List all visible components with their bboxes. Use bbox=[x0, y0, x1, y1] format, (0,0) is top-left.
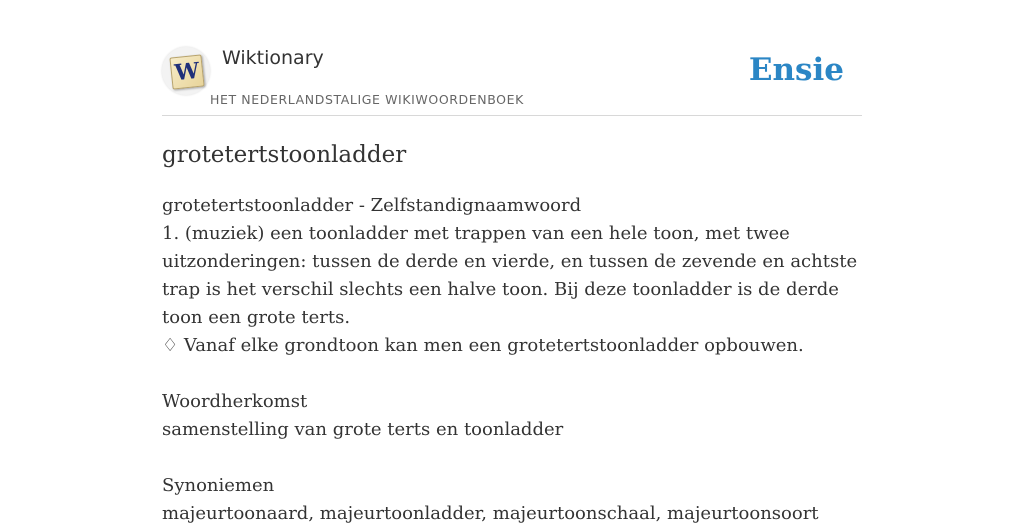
example-sentence: ♢ Vanaf elke grondtoon kan men een grotetertstoonladder opbouwen. bbox=[162, 335, 804, 356]
header-divider bbox=[162, 115, 862, 116]
spacer bbox=[162, 444, 862, 472]
part-of-speech-line: grotetertstoonladder - Zelfstandignaamwoord bbox=[162, 195, 582, 216]
synonyms-heading: Synoniemen bbox=[162, 475, 275, 496]
entry-card bbox=[162, 0, 862, 524]
definition-text: 1. (muziek) een toonladder met trappen van een hele toon, met twee uitzonderingen: tussen de derde en vierde, en tussen de zevende en achtste trap is het verschil slechts een halve toon. Bij deze toonladder is de derde toon een grote terts. bbox=[162, 223, 858, 328]
page-title: grotetertstoonladder bbox=[162, 142, 407, 168]
site-name[interactable]: Wiktionary bbox=[222, 47, 324, 69]
entry-body bbox=[162, 192, 862, 528]
wiktionary-logo[interactable] bbox=[162, 47, 210, 95]
etymology-text: samenstelling van grote terts en toonladder bbox=[162, 419, 564, 440]
ensie-brand-logo[interactable]: Ensie bbox=[748, 52, 844, 88]
etymology-heading: Woordherkomst bbox=[162, 391, 308, 412]
synonyms-text: majeurtoonaard, majeurtoonladder, majeurtoonschaal, majeurtoonsoort bbox=[162, 503, 819, 524]
site-tagline: HET NEDERLANDSTALIGE WIKIWOORDENBOEK bbox=[210, 92, 524, 107]
spacer bbox=[162, 360, 862, 388]
wiktionary-tile-icon: W bbox=[169, 54, 204, 89]
